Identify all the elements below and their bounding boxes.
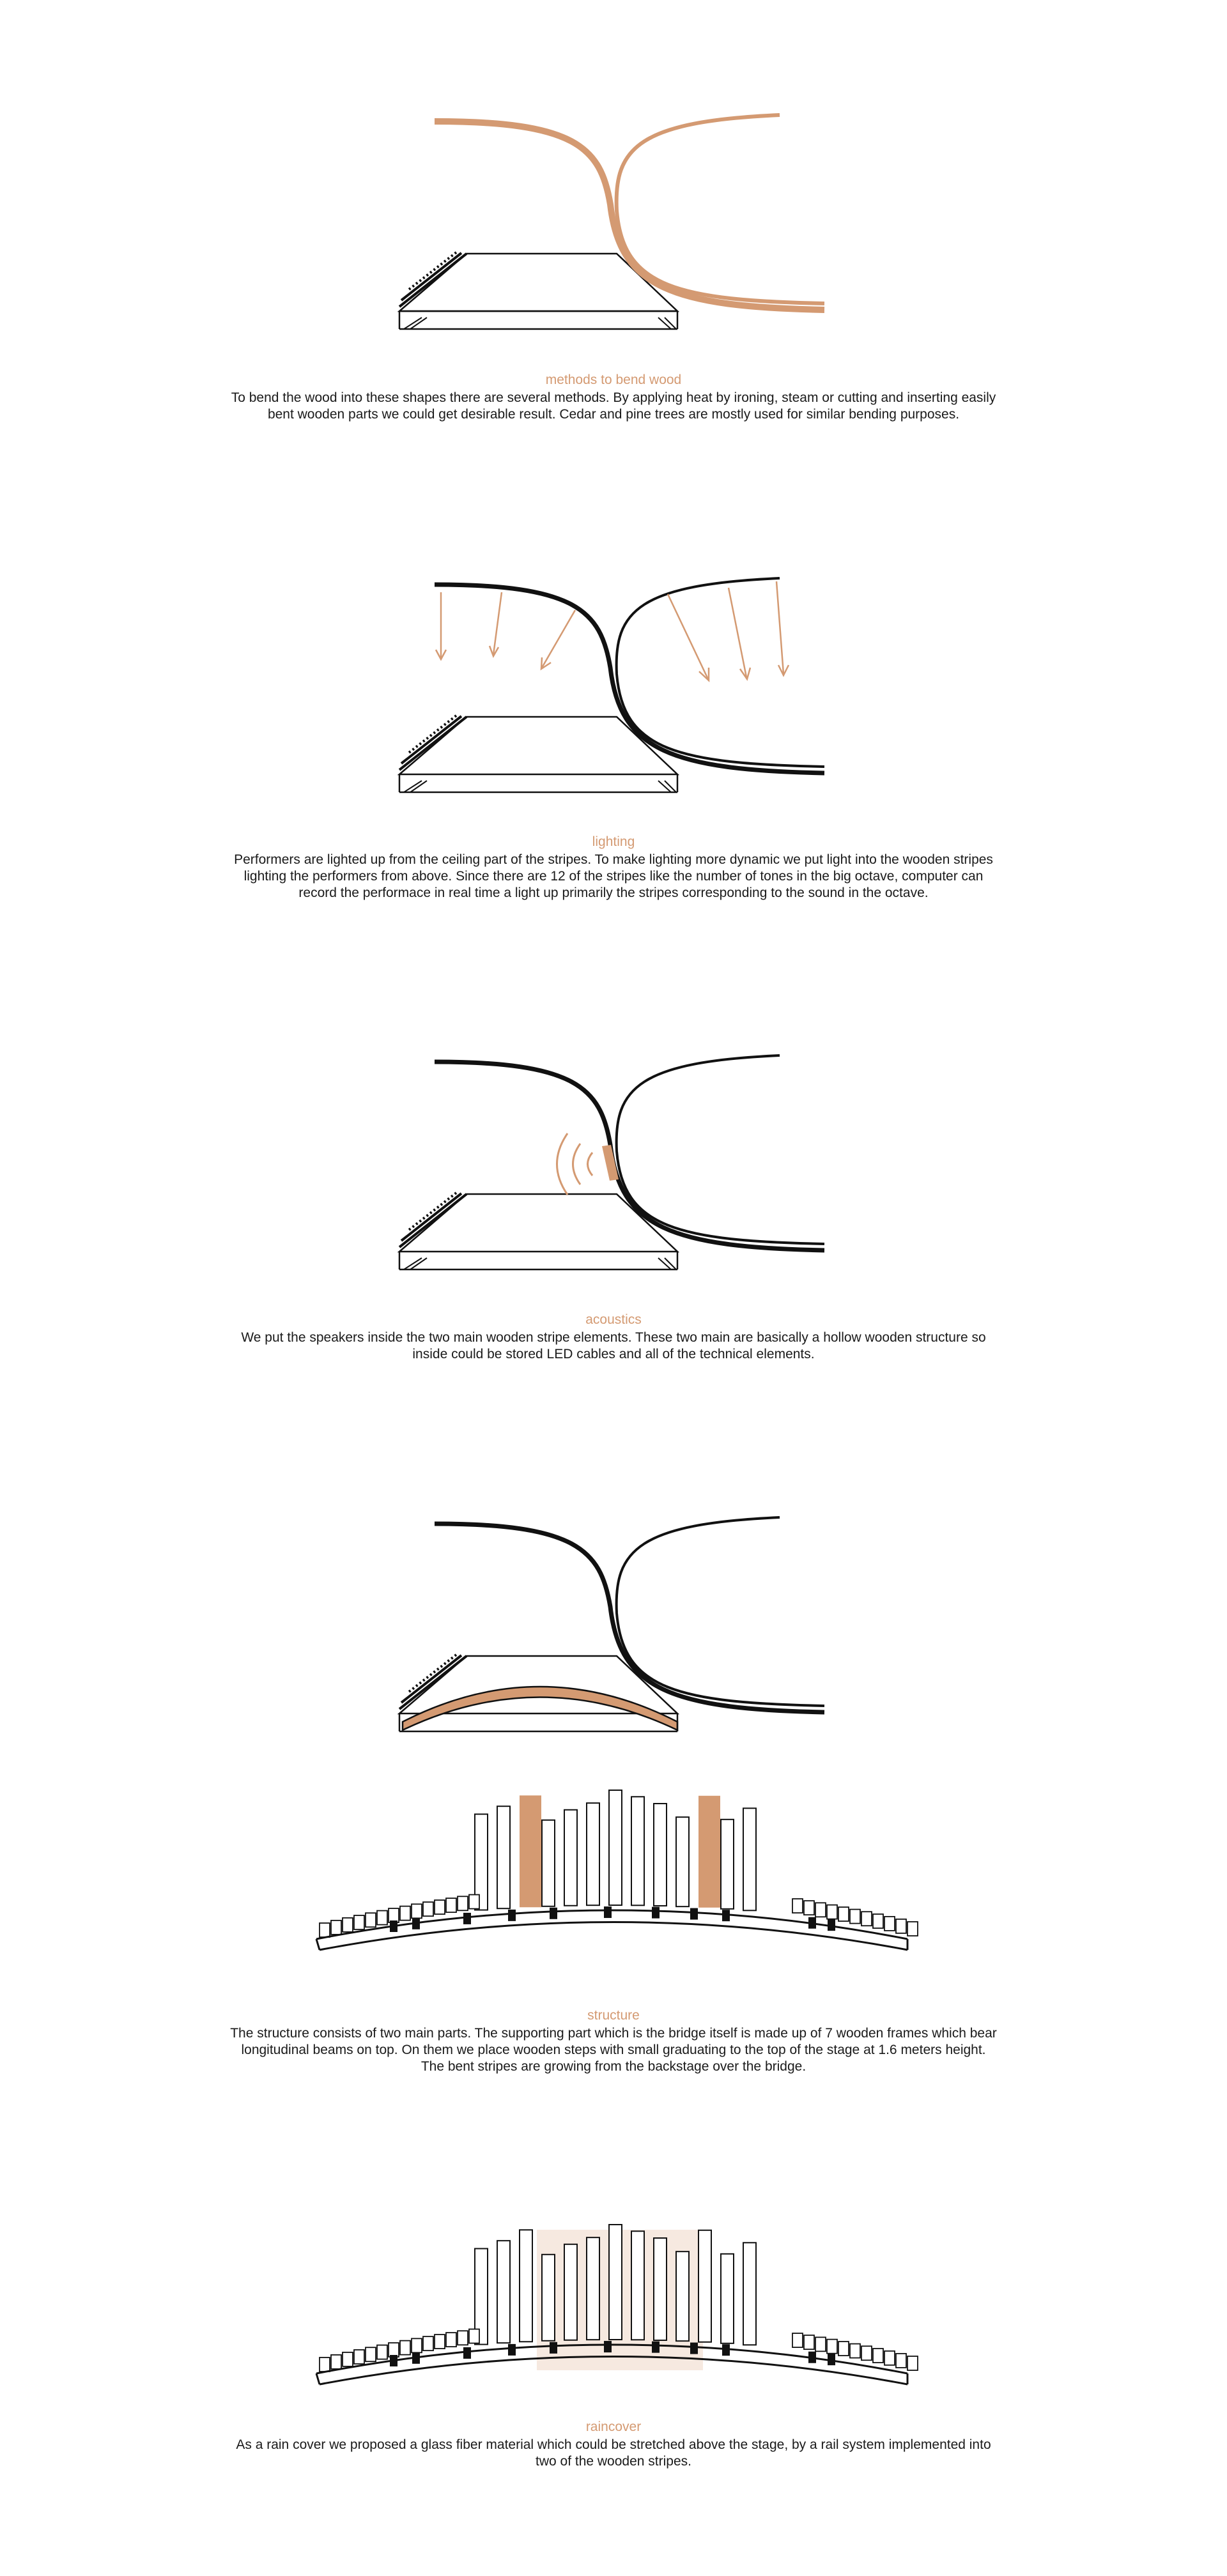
bridge-frame bbox=[508, 2344, 516, 2356]
wooden-stripe bbox=[609, 1790, 622, 1905]
stage-step bbox=[377, 2345, 387, 2359]
stage-step bbox=[331, 1920, 341, 1935]
stage-step bbox=[469, 2329, 479, 2343]
wooden-stripe bbox=[676, 1817, 689, 1906]
bend-wood-figure bbox=[0, 96, 1227, 351]
stage-step bbox=[873, 2349, 883, 2363]
section-title: lighting bbox=[592, 834, 635, 849]
stage-step bbox=[838, 1907, 849, 1921]
wooden-stripe bbox=[654, 1804, 667, 1906]
stage-step bbox=[792, 2333, 803, 2347]
section-title: structure bbox=[587, 2008, 640, 2023]
stage-step bbox=[469, 1895, 479, 1909]
stage-step bbox=[412, 1904, 422, 1918]
bridge-frame bbox=[412, 2352, 420, 2364]
bridge-frame bbox=[390, 1920, 397, 1932]
stage-step bbox=[354, 1915, 364, 1929]
stage-step bbox=[458, 1896, 468, 1910]
bridge-frame bbox=[604, 2341, 612, 2352]
bridge-frame bbox=[652, 1907, 660, 1919]
bridge-frame bbox=[463, 2347, 471, 2359]
bridge-frame bbox=[604, 1906, 612, 1918]
wooden-stripe bbox=[520, 1795, 541, 1907]
wooden-stripe bbox=[609, 2225, 622, 2340]
stage-step bbox=[861, 1912, 872, 1926]
bridge-frame bbox=[550, 1908, 557, 1919]
wooden-stripe bbox=[542, 2255, 555, 2341]
section-body: We put the speakers inside the two main wooden stripe elements. These two main are basically a hollow wooden structure so inside could be stored LED cables and all of the technical elements. bbox=[241, 1330, 986, 1361]
stage-step bbox=[354, 2350, 364, 2364]
structure-perspective-figure bbox=[0, 1498, 1227, 1754]
stage-step bbox=[458, 2331, 468, 2345]
bridge-end bbox=[316, 1939, 320, 1950]
bridge-frame bbox=[808, 2352, 816, 2363]
bridge-frame bbox=[463, 1913, 471, 1924]
stage-step bbox=[366, 2347, 376, 2361]
wooden-stripe bbox=[654, 2238, 667, 2340]
structure-caption bbox=[230, 2007, 997, 2075]
stage-step bbox=[343, 1918, 353, 1932]
structure-elevation-diagram bbox=[0, 1782, 1227, 1968]
stage-step bbox=[331, 2355, 341, 2369]
light-ray-arrows bbox=[436, 581, 789, 680]
wooden-stripe bbox=[542, 1820, 555, 1906]
bridge-frame bbox=[828, 1919, 835, 1931]
stage-step bbox=[907, 2356, 918, 2370]
stage-step bbox=[423, 1902, 433, 1916]
bridge-frame bbox=[390, 2355, 397, 2366]
stage-step bbox=[343, 2352, 353, 2366]
wooden-stripe bbox=[698, 2230, 711, 2342]
bridge-frame bbox=[828, 2354, 835, 2365]
stage-step bbox=[412, 2338, 422, 2352]
wooden-stripe bbox=[497, 2241, 510, 2343]
bridge-frame bbox=[550, 2342, 557, 2354]
wooden-stripe bbox=[587, 1803, 599, 1905]
section-title: raincover bbox=[585, 2419, 642, 2434]
stage-step bbox=[815, 1903, 826, 1917]
bridge-frame bbox=[690, 1908, 698, 1920]
stage-step bbox=[896, 2354, 906, 2368]
stage-step bbox=[827, 1905, 837, 1919]
stage-step bbox=[423, 2336, 433, 2350]
acoustics-figure bbox=[0, 1036, 1227, 1292]
stage-step bbox=[850, 2344, 860, 2358]
stage-step bbox=[907, 1922, 918, 1936]
wooden-stripe bbox=[743, 2242, 756, 2345]
stage-step bbox=[320, 2358, 330, 2372]
stage-step bbox=[435, 2334, 445, 2349]
stage-step bbox=[873, 1914, 883, 1928]
acoustics-caption bbox=[230, 1312, 997, 1363]
stage-step bbox=[389, 1908, 399, 1922]
wooden-stripe bbox=[587, 2237, 599, 2340]
stage-step bbox=[804, 1901, 814, 1915]
acoustics-diagram bbox=[0, 1036, 1227, 1292]
stage-step bbox=[446, 2333, 456, 2347]
bridge-deck-bottom bbox=[320, 1922, 907, 1951]
section-title: acoustics bbox=[585, 1312, 642, 1327]
wooden-stripe bbox=[631, 2231, 644, 2340]
stage-step bbox=[804, 2335, 814, 2349]
raincover-elevation-diagram bbox=[0, 2217, 1227, 2402]
lighting-figure bbox=[0, 559, 1227, 815]
stage-step bbox=[815, 2337, 826, 2351]
bridge-frame bbox=[722, 2344, 730, 2356]
wooden-stripe bbox=[631, 1797, 644, 1905]
stage-step bbox=[838, 2342, 849, 2356]
bridge-frame bbox=[412, 1918, 420, 1929]
stage-step bbox=[861, 2346, 872, 2360]
section-body: To bend the wood into these shapes there are several methods. By applying heat by ironing, steam or cutting and inserting easily bent wooden parts we could get desirable result. Cedar and pine trees are mostly used for similar bending purposes. bbox=[231, 390, 996, 422]
wooden-stripe bbox=[520, 2230, 532, 2342]
bridge-frame bbox=[690, 2343, 698, 2354]
structure-perspective-diagram bbox=[0, 1498, 1227, 1754]
wooden-stripe bbox=[721, 1820, 734, 1909]
stage-step bbox=[400, 2341, 410, 2355]
wooden-stripe bbox=[743, 1808, 756, 1910]
raincover-elevation-figure bbox=[0, 2217, 1227, 2402]
stage-step bbox=[435, 1900, 445, 1914]
stage-step bbox=[446, 1898, 456, 1912]
wooden-stripe bbox=[564, 1810, 577, 1906]
wooden-stripe bbox=[497, 1806, 510, 1908]
section-body: The structure consists of two main parts. The supporting part which is the bridge itself is made up of 7 wooden frames which bear longitudinal beams on top. On them we place wooden steps with small graduating to the top of the stage at 1.6 meters height. The bent stripes are growing from the backstage over the bridge. bbox=[230, 2026, 997, 2074]
stage-step bbox=[896, 1919, 906, 1933]
raincover-caption bbox=[230, 2419, 997, 2470]
stage-step bbox=[827, 2340, 837, 2354]
stage-step bbox=[366, 1913, 376, 1927]
section-body: Performers are lighted up from the ceiling part of the stripes. To make lighting more dynamic we put light into the wooden stripes lighting the performers from above. Since there are 12 of the stripes like the number of tones in the big octave, computer can record the performace in real time a light up primarily the stripes corresponding to the sound in the octave. bbox=[234, 852, 993, 900]
stage-step bbox=[400, 1906, 410, 1920]
stage-step bbox=[850, 1910, 860, 1924]
stage-step bbox=[884, 2351, 895, 2365]
stage-step bbox=[389, 2343, 399, 2357]
lighting-diagram bbox=[0, 559, 1227, 815]
stage-step bbox=[792, 1899, 803, 1913]
sound-waves bbox=[557, 1133, 593, 1195]
bridge-end bbox=[316, 2373, 320, 2384]
wooden-stripe bbox=[698, 1796, 720, 1908]
stage-step bbox=[320, 1923, 330, 1937]
bridge-frame bbox=[722, 1910, 730, 1921]
bridge-frame bbox=[808, 1917, 816, 1929]
bridge-frame bbox=[508, 1910, 516, 1921]
wooden-stripe bbox=[721, 2254, 734, 2343]
lighting-caption bbox=[230, 834, 997, 901]
wooden-stripe bbox=[676, 2251, 689, 2341]
bend-wood-diagram bbox=[0, 96, 1227, 351]
wooden-stripe bbox=[564, 2244, 577, 2340]
section-title: methods to bend wood bbox=[545, 372, 682, 387]
structure-elevation-figure bbox=[0, 1782, 1227, 1968]
bridge-frame bbox=[652, 2342, 660, 2353]
section-body: As a rain cover we proposed a glass fiber material which could be stretched above the stage, by a rail system implemented into two of the wooden stripes. bbox=[236, 2437, 991, 2469]
bend-wood-caption bbox=[230, 372, 997, 423]
stage-step bbox=[884, 1917, 895, 1931]
stage-step bbox=[377, 1911, 387, 1925]
